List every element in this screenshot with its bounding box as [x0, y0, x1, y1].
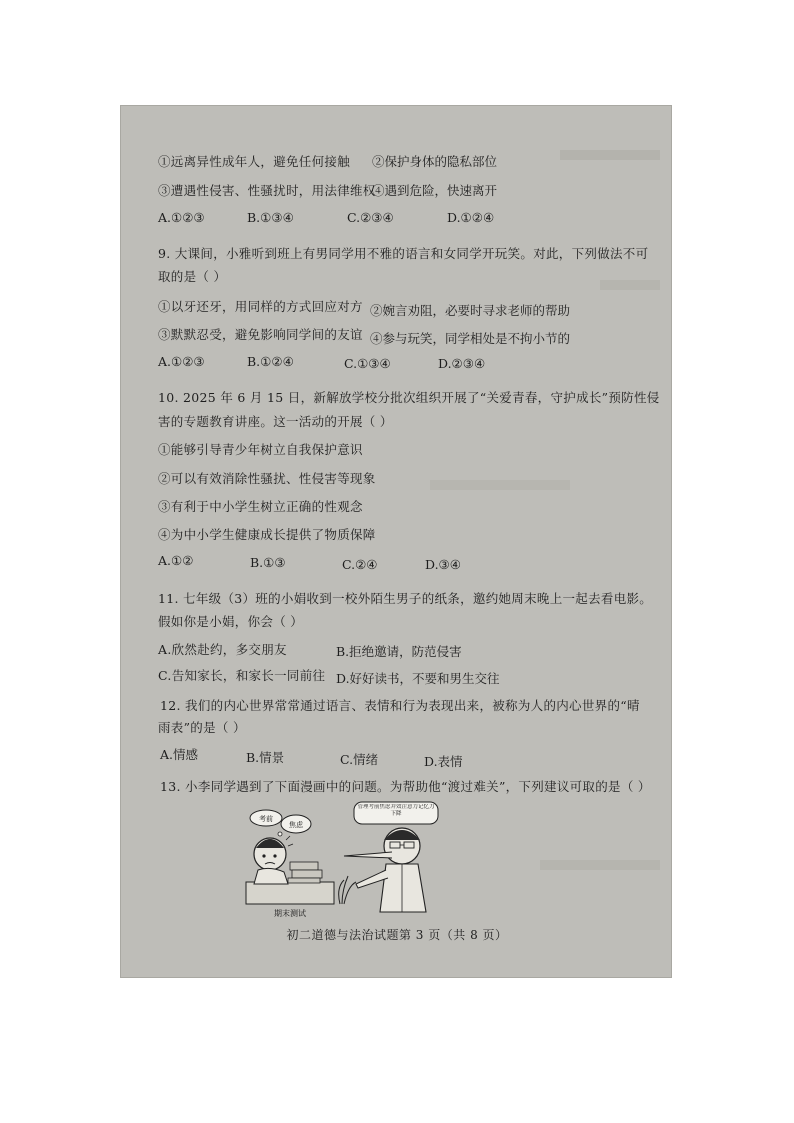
bleed-through-mark	[600, 280, 660, 290]
bleed-through-mark	[540, 860, 660, 870]
q10-option-a: A.①②	[158, 553, 194, 568]
q10-statement-4: ④为中小学生健康成长提供了物质保障	[158, 527, 376, 542]
thought-bubble-mid-text: 焦虑	[289, 821, 303, 829]
q9-option-a: A.①②③	[158, 354, 205, 369]
q9-statement-2: ②婉言劝阻，必要时寻求老师的帮助	[370, 303, 571, 318]
q13-stem: 13. 小李同学遇到了下面漫画中的问题。为帮助他“渡过难关”，下列建议可取的是（ ）	[160, 779, 651, 794]
q11-option-c: C.告知家长，和家长一同前往	[158, 668, 326, 683]
cartoon-caption: 期末测试	[274, 909, 306, 918]
bleed-through-mark	[560, 150, 660, 160]
thought-bubble-left-text: 考前	[259, 815, 273, 823]
q9-statement-3: ③默默忍受，避免影响同学间的友谊	[158, 327, 363, 342]
q12-option-b: B.情景	[246, 750, 285, 765]
q11-option-b: B.拒绝邀请，防范侵害	[336, 644, 462, 659]
q12-option-d: D.表情	[424, 754, 463, 769]
cartoon-illustration	[244, 800, 444, 920]
q8-statement-4: ④遇到危险，快速离开	[372, 183, 498, 198]
q12-option-c: C.情绪	[340, 752, 379, 767]
q11-option-d: D.好好读书，不要和男生交往	[336, 671, 500, 686]
q9-statement-1: ①以牙还牙，用同样的方式回应对方	[158, 299, 363, 314]
q10-stem-line2: 害的专题教育讲座。这一活动的开展（ ）	[158, 414, 393, 429]
q10-statement-3: ③有利于中小学生树立正确的性观念	[158, 499, 363, 514]
q11-option-a: A.欣然赴约，多交朋友	[158, 642, 287, 657]
q9-option-d: D.②③④	[438, 356, 486, 371]
page-footer: 初二道德与法治试题第 3 页（共 8 页）	[286, 928, 508, 942]
q8-option-a: A.①②③	[158, 210, 205, 225]
q10-option-d: D.③④	[425, 557, 461, 572]
q11-stem-line2: 假如你是小娟，你会（ ）	[158, 614, 304, 629]
q9-option-b: B.①②④	[247, 354, 294, 369]
q9-statement-4: ④参与玩笑，同学相处是不拘小节的	[370, 331, 571, 346]
q11-stem-line1: 11. 七年级（3）班的小娟收到一校外陌生男子的纸条，邀约她周末晚上一起去看电影。	[158, 591, 653, 606]
speech-bubble-right-text: 管理考前焦虑并效注意力记忆力下降	[357, 804, 435, 817]
q10-statement-2: ②可以有效消除性骚扰、性侵害等现象	[158, 471, 376, 486]
q8-option-c: C.②③④	[347, 210, 394, 225]
q10-statement-1: ①能够引导青少年树立自我保护意识	[158, 442, 363, 457]
q9-stem-line2: 取的是（ ）	[158, 269, 227, 284]
q10-stem-line1: 10. 2025 年 6 月 15 日，新解放学校分批次组织开展了“关爱青春，守护成长”预防性侵	[158, 390, 660, 405]
q9-stem-line1: 9. 大课间，小雅听到班上有男同学用不雅的语言和女同学开玩笑。对此，下列做法不可	[158, 246, 649, 261]
q8-statement-3: ③遭遇性侵害、性骚扰时，用法律维权	[158, 183, 376, 198]
q12-option-a: A.情感	[160, 747, 199, 762]
q8-option-b: B.①③④	[247, 210, 294, 225]
q8-statement-1: ①远离异性成年人，避免任何接触	[158, 154, 351, 169]
q8-option-d: D.①②④	[447, 210, 495, 225]
q8-statement-2: ②保护身体的隐私部位	[372, 154, 498, 169]
q10-option-b: B.①③	[250, 555, 286, 570]
q10-option-c: C.②④	[342, 557, 378, 572]
q12-stem-line1: 12. 我们的内心世界常常通过语言、表情和行为表现出来，被称为人的内心世界的“晴	[160, 698, 640, 713]
q9-option-c: C.①③④	[344, 356, 391, 371]
bleed-through-mark	[430, 480, 570, 490]
q12-stem-line2: 雨表”的是（ ）	[158, 720, 246, 735]
